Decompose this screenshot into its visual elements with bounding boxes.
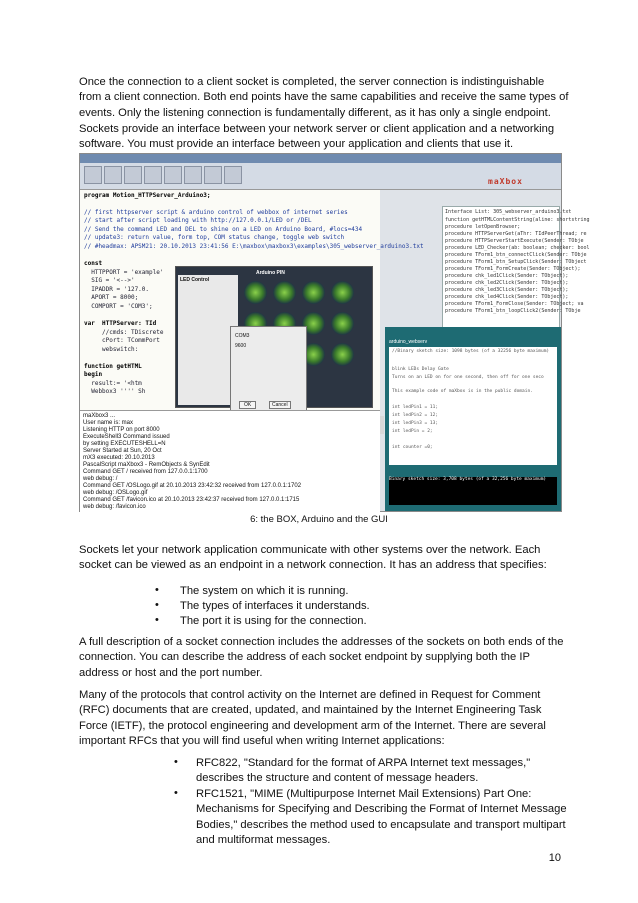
paragraph-full-description: A full description of a socket connection includes the addresses of the sockets on both ends of the connection. You can describe the address of each socket endpoint by supplying both the IP address or host and the port number. — [79, 636, 564, 679]
toolbar-button[interactable] — [184, 166, 202, 184]
console-line: Command GET /favicon.ico at 20.10.2013 23:42:37 received from 127.0.0.1:1715 — [83, 497, 300, 503]
console-line: PascalScript maXbox3 - RemObjects & SynEdit — [83, 462, 210, 468]
led-image — [331, 343, 354, 366]
arduino-code-line: blink LEDs Delay Gate — [392, 367, 449, 372]
console-line: maXbox3 ... — [83, 413, 116, 419]
window-titlebar — [80, 154, 561, 163]
code-line: // #headmax: APSM21: 20.10.2013 23:41:56 E:\maxbox\maxbox3\examples\305_webserver_arduino3.txt — [84, 243, 424, 250]
code-line: cPort: TCommPort — [84, 337, 160, 344]
bullet-icon: • — [155, 599, 159, 611]
proc-line: function getHTMLContentString(aline: shortstring — [445, 217, 590, 223]
arduino-code-editor[interactable] — [389, 347, 557, 465]
code-line: begin — [84, 371, 103, 378]
arduino-code-line: int ledPin3 = 13; — [392, 421, 439, 426]
code-line: //cmds: TDiscrete — [84, 329, 164, 336]
code-line: webswitch: — [84, 346, 142, 353]
led-image — [331, 312, 354, 335]
paragraph-connection: Once the connection to a client socket is completed, the server connection is indistinguishable from a client connection. Both end points have the same capabilities and receive the same types of events. Only the listening connection is fundamentally different, as it has only a single endpoint. — [79, 76, 569, 119]
led-image — [244, 281, 267, 304]
code-line: function getHTML — [84, 363, 142, 370]
paragraph-sockets-network: Sockets let your network application communicate with other systems over the network. Each socket can be viewed as an endpoint in a network connection. It has an address that specifies: — [79, 544, 547, 572]
arduino-code-line: int ledPin1 = 11; — [392, 405, 439, 410]
arduino-code-line: //Binary sketch size: 1098 bytes (of a 32256 byte maximum) — [392, 349, 550, 354]
proc-line: procedure TForm1_FormClose(Sender: TObject; va — [445, 301, 584, 307]
com-settings-dialog — [230, 326, 307, 418]
arduino-code-line: int ledPin2 = 12; — [392, 413, 439, 418]
code-line: program Motion_HTTPServer_Arduino3; — [84, 192, 211, 199]
arduino-code-line: int ledPin = 2; — [392, 429, 433, 434]
proc-line: procedure TForm1_btn_connectClick(Sender: TObje — [445, 252, 587, 258]
toolbar-button[interactable] — [104, 166, 122, 184]
code-line: // first httpserver script & arduino control of webbox of internet series — [84, 209, 348, 216]
code-line: APORT = 8000; — [84, 294, 139, 301]
proc-line: procedure chk_led3Click(Sender: TObject); — [445, 287, 569, 293]
paragraph-sockets-interface: Sockets provide an interface between your network server or client application and a networking software. You must provide an interface between your application and clients that use it. — [79, 123, 555, 151]
proc-line: procedure HTTPServerStartExecute(Sender: TObje — [445, 238, 584, 244]
brand-logo: maXbox — [488, 177, 523, 186]
bullet-item: The types of interfaces it understands. — [180, 600, 370, 612]
output-console — [80, 410, 380, 512]
console-line: mX3 executed: 20.10.2013 — [83, 455, 155, 461]
led-image — [302, 281, 325, 304]
arduino-console: Binary sketch size: 3,708 bytes (of a 32,256 byte maximum) — [389, 477, 557, 505]
bullet-icon: • — [155, 614, 159, 626]
proc-line: procedure chk_led2Click(Sender: TObject); — [445, 280, 569, 286]
bullet-item: The system on which it is running. — [180, 585, 349, 597]
code-line: // start after script loading with http://127.0.0.1/LED or /DEL — [84, 217, 312, 224]
bullet-icon: • — [155, 584, 159, 596]
proc-line: procedure HTTPServerGet(aThr: TIdPeerThread; re — [445, 231, 587, 237]
arduino-ide-window — [385, 327, 561, 511]
console-line: web debug: / — [83, 476, 118, 482]
proc-line: procedure letOpenBrowser; — [445, 224, 521, 230]
arduino-tab[interactable]: arduino_webserv — [389, 339, 428, 345]
proc-line: procedure chk_led4Click(Sender: TObject); — [445, 294, 569, 300]
console-line: web debug: /favicon.ico — [83, 504, 146, 510]
code-line: IPADDR = '127.0. — [84, 286, 150, 293]
arduino-code-line: int counter =0; — [392, 445, 433, 450]
code-line: // update3: return value, form top, COM status change, toggle web switch — [84, 234, 345, 241]
arduino-code-line: Turns on an LED on for one second, then off for one seco — [392, 375, 544, 380]
console-line: Command GET /OSLogo.gif at 20.10.2013 23:42:32 received from 127.0.0.1:1702 — [83, 483, 302, 489]
page-number: 10 — [548, 852, 561, 864]
code-line: // Send the command LED and DEL to shine on a LED on Arduino Board, #locs=434 — [84, 226, 363, 233]
proc-line: procedure TForm1_btn_SetupClick(Sender: TObject — [445, 259, 587, 265]
figure-caption: 6: the BOX, Arduino and the GUI — [250, 514, 388, 525]
settings-baud-value[interactable]: 9600 — [235, 343, 247, 349]
code-line: HTTPPORT = 'example' — [84, 269, 164, 276]
led-image — [331, 281, 354, 304]
code-line: var HTTPServer: TId — [84, 320, 157, 327]
toolbar — [80, 163, 561, 190]
settings-port-value[interactable]: COM3 — [235, 333, 250, 339]
led-image — [273, 281, 296, 304]
arduino-pin-title: Arduino PIN — [256, 270, 285, 276]
console-line: Command GET / received from 127.0.0.1:1700 — [83, 469, 208, 475]
toolbar-button[interactable] — [164, 166, 182, 184]
code-line: Webbox3 '''' Sh — [84, 388, 146, 395]
proc-line: procedure chk_led1Click(Sender: TObject); — [445, 273, 569, 279]
toolbar-button[interactable] — [224, 166, 242, 184]
led-checkbox-panel — [178, 275, 238, 405]
bullet-item: RFC1521, "MIME (Multipurpose Internet Mail Extensions) Part One: Mechanisms for Specifying and Describing the Format of Internet Message Bodies," describes the method used to encapsulate and transport multipart and multiformat messages. — [196, 788, 567, 846]
ok-button[interactable]: OK — [239, 401, 256, 409]
proc-line: Interface List: 305_webserver_arduino3.txt — [445, 209, 572, 215]
figure-screenshot — [79, 153, 590, 512]
toolbar-button[interactable] — [204, 166, 222, 184]
cancel-button[interactable]: Cancel — [269, 401, 291, 409]
paragraph-rfc: Many of the protocols that control activity on the Internet are defined in Request for Comment (RFC) documents that are created, updated, and maintained by the Internet Engineering Task Force (IETF), the protocol engineering and development arm of the Internet. There are several important RFCs that you will find useful when writing Internet applications: — [79, 689, 546, 747]
console-line: ExecuteShell3 Command issued — [83, 434, 170, 440]
console-line: User name is: max — [83, 420, 134, 426]
bullet-icon: • — [174, 787, 178, 799]
console-line: by setting EXECUTESHELL=N — [83, 441, 166, 447]
code-line: COMPORT = 'COM3'; — [84, 303, 153, 310]
toolbar-button[interactable] — [144, 166, 162, 184]
toolbar-button[interactable] — [124, 166, 142, 184]
toolbar-button[interactable] — [84, 166, 102, 184]
led-control-title: LED Control — [180, 277, 210, 283]
bullet-item: RFC822, "Standard for the format of ARPA Internet text messages," describes the structure and content of message headers. — [196, 757, 531, 785]
proc-line: procedure LED_Checker(ab: boolean; checker: bool — [445, 245, 590, 251]
arduino-code-line: This example code of maXbox is in the public domain. — [392, 389, 533, 394]
proc-line: procedure TForm1_FormCreate(Sender: TObject); — [445, 266, 581, 272]
code-line: SIG = '<-->' — [84, 277, 135, 284]
console-line: web debug: /OSLogo.gif — [83, 490, 148, 496]
code-line: result:= '<htm — [84, 380, 142, 387]
interface-list-panel — [442, 206, 590, 328]
bullet-icon: • — [174, 756, 178, 768]
code-line: const — [84, 260, 103, 267]
console-line: Server Started at Sun, 20 Oct — [83, 448, 162, 454]
bullet-item: The port it is using for the connection. — [180, 615, 367, 627]
console-line: Listening HTTP on port 8000 — [83, 427, 160, 433]
proc-line: procedure TForm1_btn_loopClick2(Sender: TObje — [445, 308, 581, 314]
